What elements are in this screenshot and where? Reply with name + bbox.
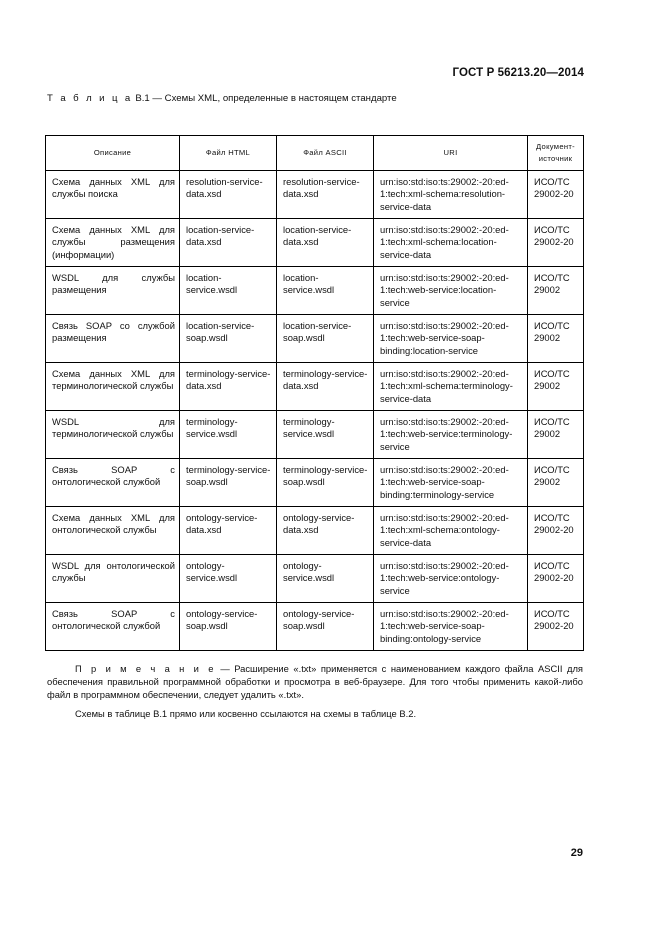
column-header-description: Описание (46, 136, 180, 171)
cell-html-file: location-service-soap.wsdl (180, 315, 277, 363)
cell-uri: urn:iso:std:iso:ts:29002:-20:ed-1:tech:web-service:location-service (374, 267, 528, 315)
table-caption (47, 93, 397, 104)
cell-source: ИСО/ТС 29002 (528, 363, 584, 411)
cell-ascii-file: ontology-service.wsdl (277, 555, 374, 603)
table-caption-title: В.1 — Схемы XML, определенные в настоящем стандарте (135, 93, 397, 104)
cell-html-file: terminology-service.wsdl (180, 411, 277, 459)
cell-source: ИСО/ТС 29002-20 (528, 555, 584, 603)
note-label: П р и м е ч а н и е (75, 663, 216, 674)
table-row (46, 267, 584, 315)
table-row (46, 603, 584, 651)
cell-html-file: ontology-service.wsdl (180, 555, 277, 603)
table-row (46, 507, 584, 555)
cell-ascii-file: terminology-service.wsdl (277, 411, 374, 459)
cell-source: ИСО/ТС 29002-20 (528, 171, 584, 219)
cell-uri: urn:iso:std:iso:ts:29002:-20:ed-1:tech:web-service-soap-binding:ontology-service (374, 603, 528, 651)
table-body (46, 171, 584, 651)
cell-html-file: location-service.wsdl (180, 267, 277, 315)
note-text: — Расширение «.txt» применяется с наименованием каждого файла ASCII для обеспечения правильной программной обработки и просмотра в веб-браузере. Для того чтобы применить какой-либо файл в программном обеспечении, следует удалить «.txt». (47, 663, 583, 701)
cell-ascii-file: terminology-service-data.xsd (277, 363, 374, 411)
cell-uri: urn:iso:std:iso:ts:29002:-20:ed-1:tech:xml-schema:location-service-data (374, 219, 528, 267)
table-row (46, 555, 584, 603)
table-row (46, 219, 584, 267)
cell-description: Связь SOAP с онтологической службой (46, 603, 180, 651)
cell-ascii-file: location-service-soap.wsdl (277, 315, 374, 363)
body-paragraph: Схемы в таблице В.1 прямо или косвенно ссылаются на схемы в таблице В.2. (75, 708, 417, 719)
cell-source: ИСО/ТС 29002-20 (528, 603, 584, 651)
cell-html-file: terminology-service-soap.wsdl (180, 459, 277, 507)
cell-description: Схема данных XML для терминологической службы (46, 363, 180, 411)
cell-source: ИСО/ТС 29002 (528, 459, 584, 507)
table-row (46, 171, 584, 219)
cell-source: ИСО/ТС 29002 (528, 411, 584, 459)
cell-uri: urn:iso:std:iso:ts:29002:-20:ed-1:tech:xml-schema:resolution-service-data (374, 171, 528, 219)
cell-description: Схема данных XML для службы размещения (информации) (46, 219, 180, 267)
cell-source: ИСО/ТС 29002 (528, 315, 584, 363)
cell-ascii-file: ontology-service-soap.wsdl (277, 603, 374, 651)
cell-description: Связь SOAP с онтологической службой (46, 459, 180, 507)
cell-description: Схема данных XML для онтологической службы (46, 507, 180, 555)
table-row (46, 411, 584, 459)
cell-ascii-file: resolution-service-data.xsd (277, 171, 374, 219)
cell-ascii-file: ontology-service-data.xsd (277, 507, 374, 555)
cell-html-file: ontology-service-soap.wsdl (180, 603, 277, 651)
schemas-table (45, 135, 584, 651)
cell-html-file: resolution-service-data.xsd (180, 171, 277, 219)
column-header-ascii-file: Файл ASCII (277, 136, 374, 171)
cell-description: WSDL для терминологической службы (46, 411, 180, 459)
table-row (46, 315, 584, 363)
cell-source: ИСО/ТС 29002-20 (528, 219, 584, 267)
cell-uri: urn:iso:std:iso:ts:29002:-20:ed-1:tech:web-service:ontology-service (374, 555, 528, 603)
column-header-uri: URI (374, 136, 528, 171)
table-row (46, 363, 584, 411)
cell-uri: urn:iso:std:iso:ts:29002:-20:ed-1:tech:xml-schema:terminology-service-data (374, 363, 528, 411)
cell-uri: urn:iso:std:iso:ts:29002:-20:ed-1:tech:web-service-soap-binding:location-service (374, 315, 528, 363)
cell-description: WSDL для онтологической службы (46, 555, 180, 603)
page-number: 29 (570, 847, 583, 859)
document-number: ГОСТ Р 56213.20—2014 (452, 67, 584, 79)
cell-description: Схема данных XML для службы поиска (46, 171, 180, 219)
cell-description: WSDL для службы размещения (46, 267, 180, 315)
table-header-row (46, 136, 584, 171)
table-row (46, 459, 584, 507)
cell-html-file: terminology-service-data.xsd (180, 363, 277, 411)
cell-uri: urn:iso:std:iso:ts:29002:-20:ed-1:tech:web-service-soap-binding:terminology-service (374, 459, 528, 507)
cell-source: ИСО/ТС 29002 (528, 267, 584, 315)
cell-uri: urn:iso:std:iso:ts:29002:-20:ed-1:tech:xml-schema:ontology-service-data (374, 507, 528, 555)
table-caption-label: Т а б л и ц а (47, 93, 133, 104)
cell-ascii-file: location-service-data.xsd (277, 219, 374, 267)
cell-description: Связь SOAP со службой размещения (46, 315, 180, 363)
cell-ascii-file: terminology-service-soap.wsdl (277, 459, 374, 507)
table-note (47, 662, 583, 702)
column-header-html-file: Файл HTML (180, 136, 277, 171)
column-header-source-document: Документ-источник (528, 136, 584, 171)
cell-html-file: location-service-data.xsd (180, 219, 277, 267)
cell-html-file: ontology-service-data.xsd (180, 507, 277, 555)
cell-source: ИСО/ТС 29002-20 (528, 507, 584, 555)
cell-ascii-file: location-service.wsdl (277, 267, 374, 315)
cell-uri: urn:iso:std:iso:ts:29002:-20:ed-1:tech:web-service:terminology-service (374, 411, 528, 459)
